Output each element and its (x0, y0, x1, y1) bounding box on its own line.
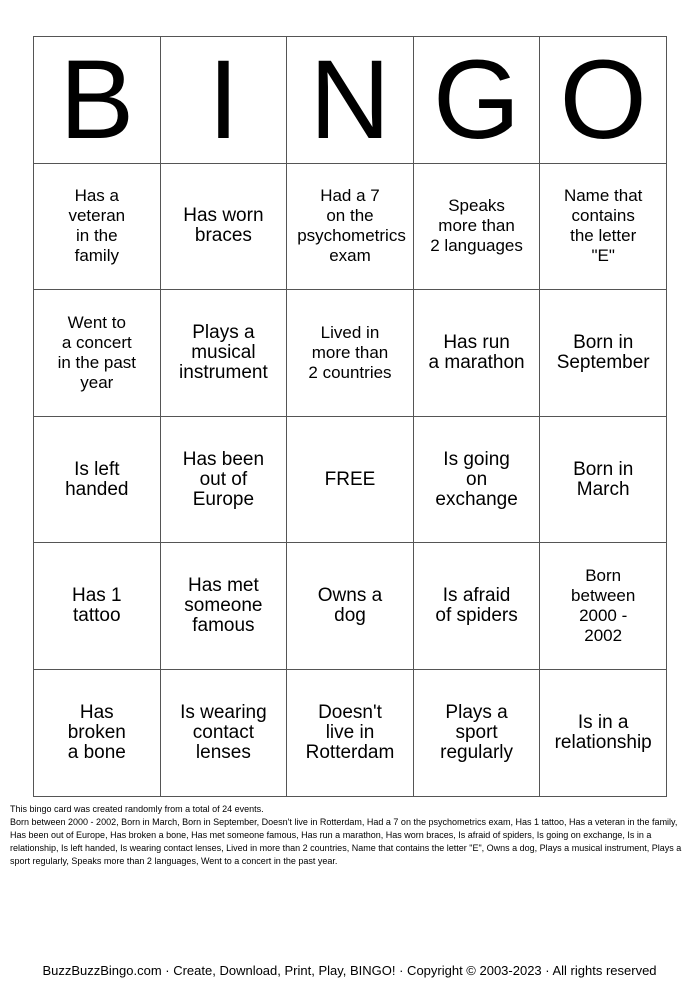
bingo-cell-text: Plays a musical instrument (179, 321, 268, 383)
bingo-cell-text: Went to a concert in the past year (57, 312, 137, 392)
header-letter-o: O (540, 37, 667, 164)
bingo-cell (413, 669, 540, 796)
bingo-cell (160, 669, 287, 796)
description-summary: This bingo card was created randomly from a total of 24 events. (10, 804, 264, 814)
bingo-cell (160, 163, 287, 290)
bingo-cell (540, 416, 667, 543)
footer-copyright: BuzzBuzzBingo.com · Create, Download, Print, Play, BINGO! · Copyright © 2003-2023 · All rights reserved (42, 963, 657, 978)
card-row-5 (34, 669, 667, 796)
bingo-cell (413, 416, 540, 543)
bingo-cell (287, 543, 414, 670)
bingo-cell-text: Born in September (556, 331, 650, 373)
card-row-2 (34, 290, 667, 417)
free-space-cell (287, 416, 414, 543)
bingo-cell-text: Is wearing contact lenses (180, 701, 267, 763)
bingo-cell-text: Name that contains the letter "E" (563, 186, 643, 266)
card-row-1 (34, 163, 667, 290)
card-row-4 (34, 543, 667, 670)
bingo-cell-text: Has a veteran in the family (68, 186, 126, 266)
bingo-cell (540, 669, 667, 796)
bingo-cell-text: Had a 7 on the psychometrics exam (297, 186, 406, 266)
bingo-cell (413, 163, 540, 290)
bingo-cell (34, 290, 161, 417)
bingo-cell (540, 163, 667, 290)
card-row-3 (34, 416, 667, 543)
bingo-card (33, 36, 667, 797)
description-event-list: Born between 2000 - 2002, Born in March, Born in September, Doesn't live in Rotterdam, Had a 7 on the psychometrics exam, Has 1 tattoo, Has a veteran in the family, Has been out of Europe, Has broken a bone, Has met someone famous, Has run a marathon, Has worn braces, Is afraid of spiders, Is going on exchange, Is in a relationship, Is left handed, Is wearing contact lenses, Lived in more than 2 countries, Name that contains the letter "E", Owns a dog, Plays a musical instrument, Plays a sport regularly, Speaks more than 2 languages, Went to a concert in the past year. (10, 817, 682, 866)
bingo-cell-text: Is going on exchange (435, 448, 518, 510)
bingo-cell (287, 163, 414, 290)
bingo-cell (413, 290, 540, 417)
bingo-cell-text: Is afraid of spiders (435, 585, 518, 627)
bingo-cell (540, 290, 667, 417)
bingo-cell (34, 163, 161, 290)
bingo-cell-text: Lived in more than 2 countries (308, 322, 392, 382)
bingo-cell-text: Has run a marathon (428, 331, 525, 373)
bingo-cell-text: Doesn't live in Rotterdam (305, 701, 395, 763)
header-letter-i: I (160, 37, 287, 164)
bingo-cell-text: Is left handed (65, 458, 129, 500)
bingo-cell-text: Has met someone famous (184, 575, 263, 637)
free-space-text: FREE (324, 468, 376, 490)
bingo-cell-text: Is in a relationship (554, 711, 652, 753)
bingo-cell-text: Has broken a bone (67, 701, 126, 763)
bingo-cell-text: Owns a dog (317, 585, 383, 627)
bingo-cell (413, 543, 540, 670)
bingo-cell (34, 543, 161, 670)
bingo-cell (160, 290, 287, 417)
bingo-cell (160, 416, 287, 543)
header-letter-b: B (34, 37, 161, 164)
bingo-cell (287, 290, 414, 417)
bingo-cell-text: Speaks more than 2 languages (430, 196, 523, 256)
bingo-cell (540, 543, 667, 670)
bingo-cell-text: Born between 2000 - 2002 (571, 566, 636, 646)
bingo-cell-text: Has been out of Europe (182, 448, 265, 510)
bingo-cell-text: Plays a sport regularly (440, 701, 514, 763)
bingo-cell (287, 669, 414, 796)
bingo-cell-text: Born in March (573, 458, 634, 500)
card-description (10, 803, 694, 868)
header-letter-n: N (287, 37, 414, 164)
bingo-cell (160, 543, 287, 670)
bingo-cell-text: Has worn braces (183, 205, 264, 247)
bingo-cell (34, 669, 161, 796)
bingo-cell (34, 416, 161, 543)
header-letter-g: G (413, 37, 540, 164)
header-row (34, 37, 667, 164)
bingo-cell-text: Has 1 tattoo (71, 585, 122, 627)
